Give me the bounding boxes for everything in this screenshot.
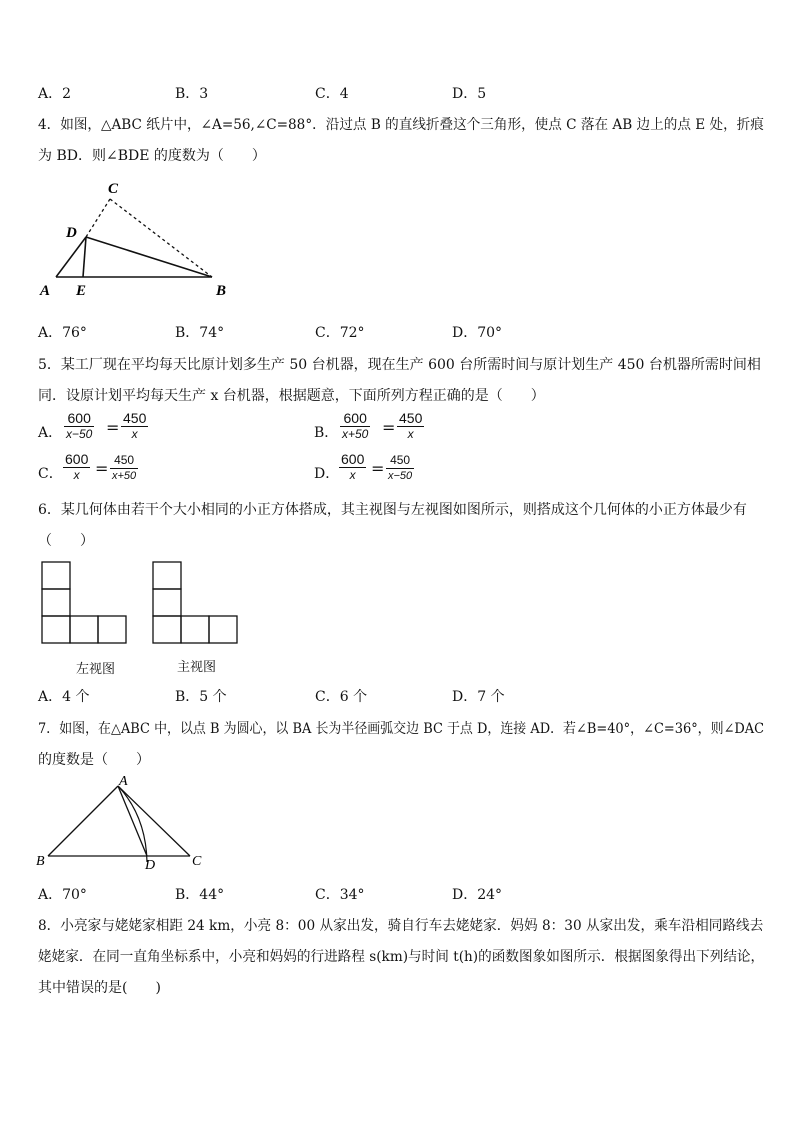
q5-stem-line2: 同．设原计划平均每天生产 x 台机器，根据题意，下面所列方程正确的是（ ） <box>38 388 545 404</box>
q6-option-d: D．7 个 <box>452 689 505 705</box>
numerator: 450 <box>399 410 423 426</box>
q8-stem-line1: 8．小亮家与姥姥家相距 24 km，小亮 8：00 从家出发，骑自行车去姥姥家．妈妈 8：30 从家出发，乘车沿相同路线去 <box>38 918 764 934</box>
denominator: x+50 <box>112 470 137 482</box>
q5-option-c-label: C． <box>38 466 63 482</box>
q7-label-a: A <box>119 774 128 789</box>
q4-figure <box>30 175 250 300</box>
denominator: x+50 <box>342 427 369 441</box>
denominator: x−50 <box>388 470 413 482</box>
equals-sign: = <box>371 459 385 478</box>
q4-stem-line2: 为 BD．则∠BDE 的度数为（ ） <box>38 148 266 164</box>
q6-stem-line1: 6．某几何体由若干个大小相同的小正方体搭成，其主视图与左视图如图所示，则搭成这个几何体的小正方体最少有 <box>38 502 747 518</box>
q4-option-c: C．72° <box>315 325 365 341</box>
q3-option-c: C．4 <box>315 86 349 102</box>
q6-left-view-figure <box>40 560 130 646</box>
q6-option-b: B．5 个 <box>175 689 227 705</box>
q4-option-d: D．70° <box>452 325 503 341</box>
q6-front-view-figure <box>151 560 241 646</box>
q4-stem-line1: 4．如图，△ABC 纸片中，∠A=56,∠C=88°．沿过点 B 的直线折叠这个三角形，使点 C 落在 AB 边上的点 E 处，折痕 <box>38 117 764 133</box>
q8-stem-line2: 姥姥家．在同一直角坐标系中，小亮和妈妈的行进路程 s(km)与时间 t(h)的函数图象如图所示．根据图象得出下列结论， <box>38 949 765 965</box>
q5-option-d-right-fraction <box>386 452 414 484</box>
q4-label-c: C <box>108 181 119 197</box>
numerator: 600 <box>65 451 89 467</box>
q7-option-c: C．34° <box>315 887 365 903</box>
q7-label-d: D <box>145 858 156 872</box>
q6-front-view-caption: 主视图 <box>177 660 217 675</box>
q6-option-c: C．6 个 <box>315 689 368 705</box>
numerator: 600 <box>343 410 367 426</box>
q7-option-a: A．70° <box>38 887 87 903</box>
equals-sign: = <box>95 459 109 478</box>
q5-stem-line1: 5．某工厂现在平均每天比原计划多生产 50 台机器，现在生产 600 台所需时间与原计划生产 450 台机器所需时间相 <box>38 357 761 373</box>
q5-option-a-left-fraction <box>64 410 94 442</box>
numerator: 600 <box>341 451 365 467</box>
numerator: 450 <box>123 410 147 426</box>
denominator: x <box>121 426 148 442</box>
q7-stem-line1: 7．如图，在△ABC 中，以点 B 为圆心，以 BA 长为半径画弧交边 BC 于点 D，连接 AD．若∠B=40°，∠C=36°，则∠DAC <box>38 721 765 737</box>
q5-option-d-label: D． <box>314 466 340 482</box>
q5-option-c-left-fraction <box>63 451 90 483</box>
denominator: x <box>63 467 90 483</box>
q7-label-b: B <box>36 854 45 869</box>
numerator: 600 <box>67 410 91 426</box>
numerator: 450 <box>390 453 411 467</box>
q4-label-d: D <box>66 225 77 241</box>
q7-label-c: C <box>192 854 202 869</box>
numerator: 450 <box>114 453 135 467</box>
q5-option-b-label: B． <box>314 425 339 441</box>
q3-option-a: A．2 <box>38 86 72 102</box>
q6-stem-line2: （ ） <box>38 533 94 549</box>
q4-option-b: B．74° <box>175 325 225 341</box>
q5-option-b-right-fraction <box>397 410 424 442</box>
q7-option-d: D．24° <box>452 887 503 903</box>
q8-stem-line3: 其中错误的是( ) <box>38 980 161 996</box>
q6-left-view-caption: 左视图 <box>76 662 116 677</box>
equals-sign: = <box>106 418 120 437</box>
q3-option-d: D．5 <box>452 86 487 102</box>
equals-sign: = <box>382 418 396 437</box>
q6-option-a: A．4 个 <box>38 689 90 705</box>
q5-option-b-left-fraction <box>340 410 370 442</box>
q5-option-a-right-fraction <box>121 410 148 442</box>
q5-option-c-right-fraction <box>110 452 138 484</box>
q7-figure <box>30 772 220 872</box>
q4-label-e: E <box>76 283 87 299</box>
denominator: x <box>339 467 366 483</box>
q4-option-a: A．76° <box>38 325 87 341</box>
q4-label-a: A <box>40 283 51 299</box>
q7-option-b: B．44° <box>175 887 225 903</box>
denominator: x <box>397 426 424 442</box>
q3-option-b: B．3 <box>175 86 209 102</box>
q4-label-b: B <box>216 283 227 299</box>
q5-option-a-label: A． <box>38 425 63 441</box>
q5-option-d-left-fraction <box>339 451 366 483</box>
denominator: x−50 <box>66 427 93 441</box>
q7-stem-line2: 的度数是（ ） <box>38 752 150 768</box>
